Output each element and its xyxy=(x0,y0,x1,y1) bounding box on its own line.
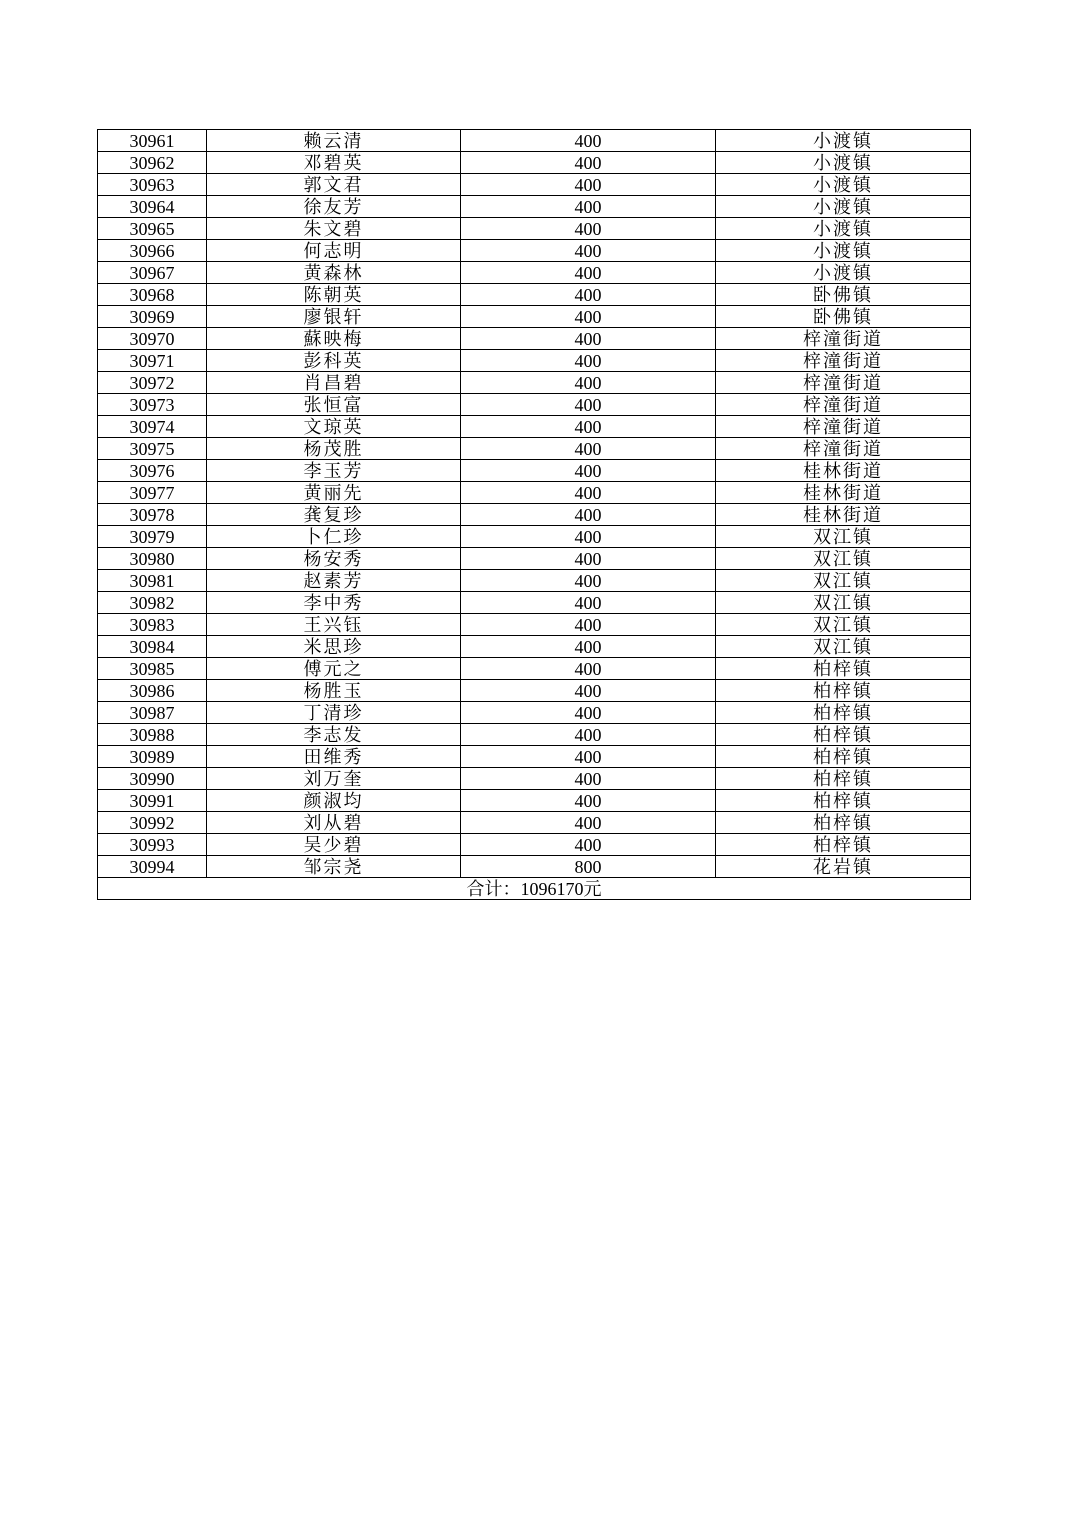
name-cell: 郭文君 xyxy=(207,174,461,196)
town-cell: 梓潼街道 xyxy=(716,394,971,416)
table-row xyxy=(98,284,971,306)
name-cell: 刘万奎 xyxy=(207,768,461,790)
table-row xyxy=(98,504,971,526)
amount-cell: 400 xyxy=(461,790,716,812)
town-cell: 双江镇 xyxy=(716,614,971,636)
table-row xyxy=(98,768,971,790)
name-cell: 卜仁珍 xyxy=(207,526,461,548)
town-cell: 卧佛镇 xyxy=(716,306,971,328)
id-cell: 30967 xyxy=(98,262,207,284)
table-row xyxy=(98,856,971,878)
town-cell: 小渡镇 xyxy=(716,152,971,174)
id-cell: 30977 xyxy=(98,482,207,504)
name-cell: 颜淑均 xyxy=(207,790,461,812)
name-cell: 刘从碧 xyxy=(207,812,461,834)
table-row xyxy=(98,130,971,152)
town-cell: 梓潼街道 xyxy=(716,328,971,350)
id-cell: 30989 xyxy=(98,746,207,768)
amount-cell: 400 xyxy=(461,680,716,702)
id-cell: 30964 xyxy=(98,196,207,218)
payment-table xyxy=(97,129,971,900)
name-cell: 吴少碧 xyxy=(207,834,461,856)
name-cell: 杨安秀 xyxy=(207,548,461,570)
amount-cell: 400 xyxy=(461,350,716,372)
table-row xyxy=(98,790,971,812)
id-cell: 30991 xyxy=(98,790,207,812)
name-cell: 蘇映梅 xyxy=(207,328,461,350)
town-cell: 双江镇 xyxy=(716,636,971,658)
name-cell: 何志明 xyxy=(207,240,461,262)
table-row xyxy=(98,174,971,196)
payment-table-body xyxy=(98,130,971,900)
town-cell: 梓潼街道 xyxy=(716,416,971,438)
town-cell: 梓潼街道 xyxy=(716,438,971,460)
town-cell: 小渡镇 xyxy=(716,174,971,196)
id-cell: 30978 xyxy=(98,504,207,526)
name-cell: 丁清珍 xyxy=(207,702,461,724)
amount-cell: 400 xyxy=(461,834,716,856)
amount-cell: 400 xyxy=(461,482,716,504)
amount-cell: 400 xyxy=(461,724,716,746)
id-cell: 30990 xyxy=(98,768,207,790)
table-row xyxy=(98,658,971,680)
name-cell: 傅元之 xyxy=(207,658,461,680)
id-cell: 30993 xyxy=(98,834,207,856)
table-row xyxy=(98,372,971,394)
town-cell: 小渡镇 xyxy=(716,130,971,152)
table-row xyxy=(98,152,971,174)
amount-cell: 400 xyxy=(461,262,716,284)
table-row xyxy=(98,482,971,504)
table-row xyxy=(98,834,971,856)
amount-cell: 400 xyxy=(461,548,716,570)
town-cell: 柏梓镇 xyxy=(716,746,971,768)
amount-cell: 400 xyxy=(461,416,716,438)
amount-cell: 800 xyxy=(461,856,716,878)
id-cell: 30961 xyxy=(98,130,207,152)
amount-cell: 400 xyxy=(461,306,716,328)
amount-cell: 400 xyxy=(461,504,716,526)
town-cell: 卧佛镇 xyxy=(716,284,971,306)
name-cell: 邓碧英 xyxy=(207,152,461,174)
amount-cell: 400 xyxy=(461,570,716,592)
amount-cell: 400 xyxy=(461,196,716,218)
amount-cell: 400 xyxy=(461,812,716,834)
town-cell: 小渡镇 xyxy=(716,196,971,218)
id-cell: 30979 xyxy=(98,526,207,548)
town-cell: 柏梓镇 xyxy=(716,680,971,702)
id-cell: 30985 xyxy=(98,658,207,680)
town-cell: 柏梓镇 xyxy=(716,702,971,724)
town-cell: 柏梓镇 xyxy=(716,768,971,790)
table-row xyxy=(98,306,971,328)
town-cell: 柏梓镇 xyxy=(716,834,971,856)
name-cell: 朱文碧 xyxy=(207,218,461,240)
table-row xyxy=(98,416,971,438)
name-cell: 李志发 xyxy=(207,724,461,746)
id-cell: 30987 xyxy=(98,702,207,724)
table-row xyxy=(98,240,971,262)
id-cell: 30974 xyxy=(98,416,207,438)
town-cell: 柏梓镇 xyxy=(716,658,971,680)
id-cell: 30965 xyxy=(98,218,207,240)
name-cell: 文琼英 xyxy=(207,416,461,438)
amount-cell: 400 xyxy=(461,284,716,306)
table-row xyxy=(98,680,971,702)
amount-cell: 400 xyxy=(461,702,716,724)
amount-cell: 400 xyxy=(461,174,716,196)
table-row xyxy=(98,636,971,658)
amount-cell: 400 xyxy=(461,526,716,548)
id-cell: 30981 xyxy=(98,570,207,592)
id-cell: 30988 xyxy=(98,724,207,746)
name-cell: 田维秀 xyxy=(207,746,461,768)
town-cell: 桂林街道 xyxy=(716,504,971,526)
table-row xyxy=(98,196,971,218)
town-cell: 梓潼街道 xyxy=(716,350,971,372)
name-cell: 肖昌碧 xyxy=(207,372,461,394)
name-cell: 王兴钰 xyxy=(207,614,461,636)
table-row xyxy=(98,394,971,416)
town-cell: 柏梓镇 xyxy=(716,812,971,834)
id-cell: 30975 xyxy=(98,438,207,460)
id-cell: 30980 xyxy=(98,548,207,570)
town-cell: 花岩镇 xyxy=(716,856,971,878)
amount-cell: 400 xyxy=(461,372,716,394)
amount-cell: 400 xyxy=(461,768,716,790)
name-cell: 赵素芳 xyxy=(207,570,461,592)
town-cell: 小渡镇 xyxy=(716,240,971,262)
id-cell: 30992 xyxy=(98,812,207,834)
table-row xyxy=(98,218,971,240)
amount-cell: 400 xyxy=(461,636,716,658)
table-row xyxy=(98,614,971,636)
table-row xyxy=(98,812,971,834)
name-cell: 张恒富 xyxy=(207,394,461,416)
table-row xyxy=(98,438,971,460)
name-cell: 黄丽先 xyxy=(207,482,461,504)
id-cell: 30984 xyxy=(98,636,207,658)
id-cell: 30966 xyxy=(98,240,207,262)
name-cell: 李玉芳 xyxy=(207,460,461,482)
table-row xyxy=(98,526,971,548)
amount-cell: 400 xyxy=(461,394,716,416)
table-row xyxy=(98,460,971,482)
id-cell: 30969 xyxy=(98,306,207,328)
table-row xyxy=(98,570,971,592)
name-cell: 廖银轩 xyxy=(207,306,461,328)
table-row xyxy=(98,592,971,614)
id-cell: 30970 xyxy=(98,328,207,350)
table-row xyxy=(98,262,971,284)
amount-cell: 400 xyxy=(461,152,716,174)
table-row xyxy=(98,350,971,372)
table-row xyxy=(98,746,971,768)
name-cell: 龚复珍 xyxy=(207,504,461,526)
amount-cell: 400 xyxy=(461,240,716,262)
name-cell: 李中秀 xyxy=(207,592,461,614)
amount-cell: 400 xyxy=(461,218,716,240)
town-cell: 桂林街道 xyxy=(716,482,971,504)
total-row xyxy=(98,878,971,900)
name-cell: 黄森林 xyxy=(207,262,461,284)
id-cell: 30986 xyxy=(98,680,207,702)
id-cell: 30971 xyxy=(98,350,207,372)
town-cell: 小渡镇 xyxy=(716,218,971,240)
amount-cell: 400 xyxy=(461,746,716,768)
town-cell: 双江镇 xyxy=(716,570,971,592)
amount-cell: 400 xyxy=(461,328,716,350)
id-cell: 30968 xyxy=(98,284,207,306)
amount-cell: 400 xyxy=(461,614,716,636)
name-cell: 彭科英 xyxy=(207,350,461,372)
amount-cell: 400 xyxy=(461,130,716,152)
town-cell: 桂林街道 xyxy=(716,460,971,482)
id-cell: 30983 xyxy=(98,614,207,636)
name-cell: 邹宗尧 xyxy=(207,856,461,878)
table-row xyxy=(98,724,971,746)
amount-cell: 400 xyxy=(461,658,716,680)
id-cell: 30994 xyxy=(98,856,207,878)
amount-cell: 400 xyxy=(461,592,716,614)
amount-cell: 400 xyxy=(461,438,716,460)
town-cell: 小渡镇 xyxy=(716,262,971,284)
town-cell: 双江镇 xyxy=(716,526,971,548)
town-cell: 柏梓镇 xyxy=(716,790,971,812)
amount-cell: 400 xyxy=(461,460,716,482)
id-cell: 30976 xyxy=(98,460,207,482)
name-cell: 赖云清 xyxy=(207,130,461,152)
town-cell: 梓潼街道 xyxy=(716,372,971,394)
town-cell: 柏梓镇 xyxy=(716,724,971,746)
town-cell: 双江镇 xyxy=(716,592,971,614)
table-row xyxy=(98,328,971,350)
id-cell: 30962 xyxy=(98,152,207,174)
name-cell: 陈朝英 xyxy=(207,284,461,306)
name-cell: 徐友芳 xyxy=(207,196,461,218)
name-cell: 杨胜玉 xyxy=(207,680,461,702)
town-cell: 双江镇 xyxy=(716,548,971,570)
id-cell: 30982 xyxy=(98,592,207,614)
table-row xyxy=(98,702,971,724)
id-cell: 30963 xyxy=(98,174,207,196)
total-cell: 合计：1096170元 xyxy=(98,878,971,900)
id-cell: 30972 xyxy=(98,372,207,394)
name-cell: 杨茂胜 xyxy=(207,438,461,460)
name-cell: 米思珍 xyxy=(207,636,461,658)
id-cell: 30973 xyxy=(98,394,207,416)
table-row xyxy=(98,548,971,570)
